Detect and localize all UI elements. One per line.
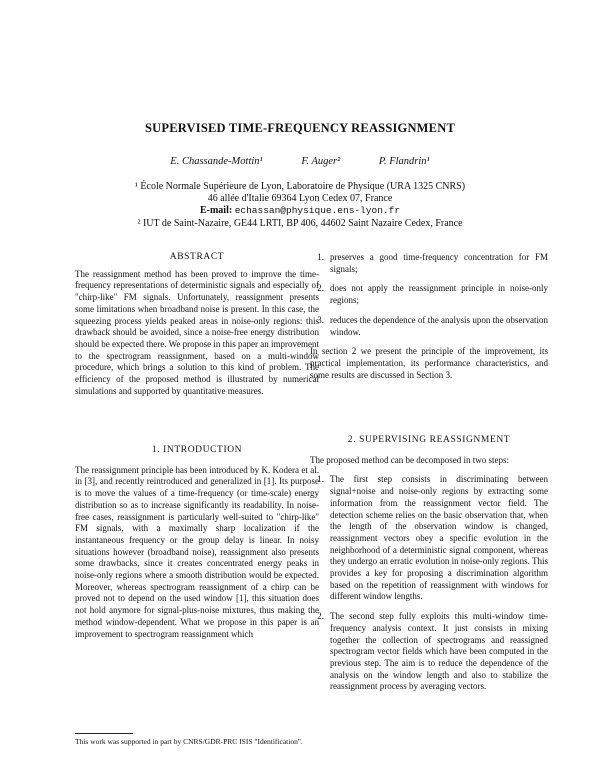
list-item: [310, 474, 548, 603]
introduction-section: [75, 445, 319, 640]
abstract-heading: ABSTRACT: [169, 252, 225, 262]
objectives-list: [310, 252, 548, 381]
introduction-heading: 1. INTRODUCTION: [151, 445, 243, 455]
author-list: [40, 156, 560, 167]
list-number: 2.: [317, 611, 324, 622]
abstract-section: [75, 252, 319, 397]
email-line: [40, 205, 560, 217]
section-2-heading: 2. SUPERVISING REASSIGNMENT: [347, 435, 511, 445]
abstract-text: The reassignment method has been proved to improve the time-frequency representations of deterministic signals and especially of "chirp-like" FM signals. Unfortunately, reassignment presents some limitations when broadband noise is present. In this case, the squeezing process yields peaked areas in noise-only regions: this drawback should be avoided, since a noise-free energy distribution should be expected there. We propose in this paper an improvement to the spectrogram reassignment, based on a multi-window procedure, which brings a solution to this kind of problem. The efficiency of the proposed method is illustrated by numerical simulations and supported by quantitative measures.: [75, 268, 319, 396]
affiliation-address: 46 allée d'Italie 69364 Lyon Cedex 07, France: [207, 193, 393, 204]
paper-title: SUPERVISED TIME-FREQUENCY REASSIGNMENT: [145, 121, 455, 135]
list-number: 2.: [317, 283, 324, 294]
author: P. Flandrin¹: [378, 156, 430, 167]
list-text: does not apply the reassignment principle in noise-only regions;: [330, 283, 548, 306]
affiliation-line: ¹ École Normale Supérieure de Lyon, Laboratoire de Physique (URA 1325 CNRS): [134, 181, 466, 192]
list-item: [310, 283, 548, 306]
section-2: [310, 435, 548, 701]
author: E. Chassande-Mottin¹: [170, 156, 263, 167]
list-item: [310, 315, 548, 338]
list-item: [310, 252, 548, 275]
footnote: This work was supported in part by CNRS/GDR-PRC ISIS "Identification".: [75, 737, 303, 746]
author: F. Auger²: [301, 156, 341, 167]
list-item: [310, 611, 548, 693]
email-address[interactable]: echassan@physique.ens-lyon.fr: [234, 205, 401, 216]
affiliation-line: ² IUT de Saint-Nazaire, GE44 LRTI, BP 406, 44602 Saint Nazaire Cedex, France: [137, 218, 463, 229]
introduction-text: The reassignment principle has been introduced by K. Kodera et al. in [3], and recently reintroduced and generalized in [1]. Its purpose is to move the values of a time-frequency (or time-scale) energy distribution so as to increase significantly its readability. In noise-free cases, reassignment is particularly well-suited to "chirp-like" FM signals, with a maximally sharp localization if the instantaneous frequency or the group delay is linear. In noisy situations however (broadband noise), reassignment also presents some drawbacks, since it creates concentrated energy peaks in noise-only regions where a smooth distribution would be expected. Moreover, whereas spectrogram reassignment of a chirp can be proved not to depend on the used window [1], this situation does not hold anymore for signal-plus-noise mixtures, thus making the method window-dependent. What we propose in this paper is an improvement to spectrogram reassignment which: [75, 464, 319, 639]
email-label: E-mail:: [199, 205, 233, 216]
list-number: 1.: [317, 474, 324, 485]
list-text: The first step consists in discriminating between signal+noise and noise-only regions by extracting some information from the reassignment vector field. The detection scheme relies on the basic observation that, when the length of the observation window is changed, reassignment vectors obey a specific evolution in the neighborhood of a deterministic signal component, whereas they undergo an erratic evolution in noise-only regions. This provides a key for proposing a discrimination algorithm based on the repetition of reassignment with windows for different window lengths.: [330, 474, 548, 602]
section-2-intro: The proposed method can be decomposed in two steps:: [310, 454, 509, 465]
plan-text: In section 2 we present the principle of the improvement, its practical implementation, its performance characteristics, and some results are discussed in Section 3.: [310, 346, 548, 380]
footnote-rule: [75, 733, 133, 734]
list-text: reduces the dependence of the analysis upon the observation window.: [330, 314, 548, 337]
list-text: The second step fully exploits this multi-window time-frequency analysis context. It just consists in mixing together the collection of spectrograms and reassigned spectrogram vector fields which have been computed in the previous step. The aim is to reduce the dependence of the analysis on the window length and also to stabilize the reassignment process by averaging vectors.: [330, 611, 548, 692]
list-number: 1.: [317, 252, 324, 262]
list-number: 3.: [317, 314, 324, 325]
list-text: preserves a good time-frequency concentration for FM signals;: [330, 252, 548, 274]
